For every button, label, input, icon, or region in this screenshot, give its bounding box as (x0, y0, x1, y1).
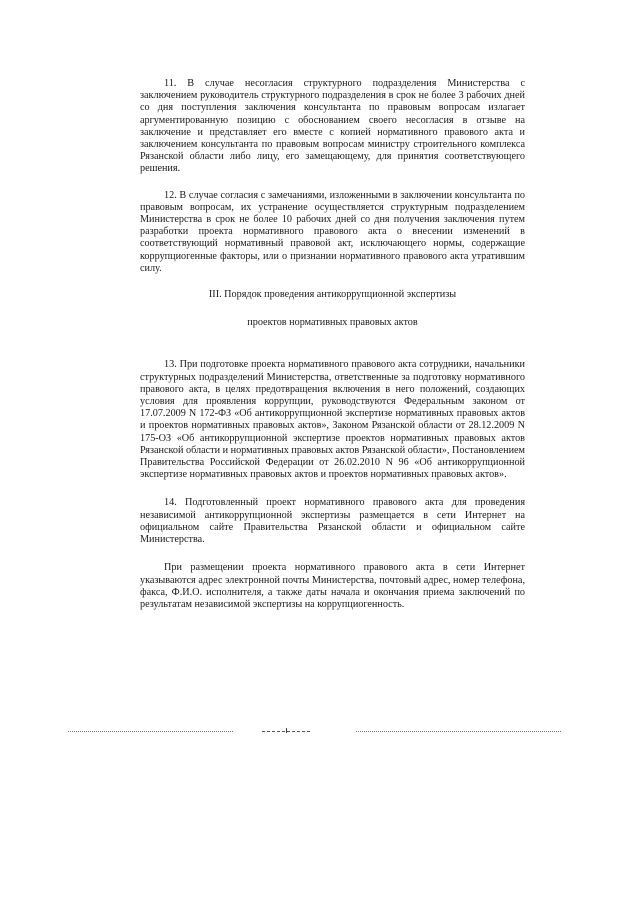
paragraph-11: 11. В случае несогласия структурного подразделения Министерства с заключением руководитель структурного подразделения в срок не более 3 рабочих дней со дня поступления заключения консультанта по правовым вопросам излагает аргументированную позицию с обоснованием своего несогласия в отзыве на заключение и представляет его вместе с копией нормативного правового акта и заключением консультанта по правовым вопросам министру строительного комплекса Рязанской области либо лицу, его замещающему, для принятия соответствующего решения. (140, 78, 525, 175)
section-heading-line2: проектов нормативных правовых актов (247, 317, 418, 329)
document-page (140, 78, 525, 611)
footer-tick-mark (286, 728, 287, 733)
paragraph-15: При размещении проекта нормативного правового акта в сети Интернет указываются адрес электронной почты Министерства, почтовый адрес, номер телефона, факса, Ф.И.О. исполнителя, а также даты начала и окончания приема заключений по результатам независимой экспертизы на коррупциогенность. (140, 562, 525, 610)
footer-divider-left (68, 731, 233, 732)
section-heading-line1: III. Порядок проведения антикоррупционной экспертизы (208, 289, 457, 301)
paragraph-12: 12. В случае согласия с замечаниями, изложенными в заключении консультанта по правовым вопросам, их устранение осуществляется структурным подразделением Министерства в срок не более 10 рабочих дней со дня получения заключения путем разработки проекта нормативного правового акта о внесении изменений в соответствующий нормативный правовой акт, исключающего нормы, содержащие коррупциогенные факторы, или о признании нормативного правового акта утратившим силу. (140, 189, 525, 274)
paragraph-13: 13. При подготовке проекта нормативного правового акта сотрудники, начальники структурных подразделений Министерства, ответственные за подготовку нормативного правового акта, в целях предотвращения включения в него положений, создающих условия для проявления коррупции, руководствуются Федеральным законом от 17.07.2009 N 172-ФЗ «Об антикоррупционной экспертизе нормативных правовых актов и проектов нормативных правовых актов», Законом Рязанской области от 28.12.2009 N 175-ОЗ «Об антикоррупционной экспертизе проектов нормативных правовых актов Рязанской области и нормативных правовых актов Рязанской области», Постановлением Правительства Российской Федерации от 26.02.2010 N 96 «Об антикоррупционной экспертизе нормативных правовых актов и проектов нормативных правовых актов». (140, 359, 525, 481)
paragraph-14: 14. Подготовленный проект нормативного правового акта для проведения независимой антикоррупционной экспертизы размещается в сети Интернет на официальном сайте Правительства Рязанской области и официальном сайте Министерства. (140, 497, 525, 546)
footer-divider-right (356, 731, 561, 732)
